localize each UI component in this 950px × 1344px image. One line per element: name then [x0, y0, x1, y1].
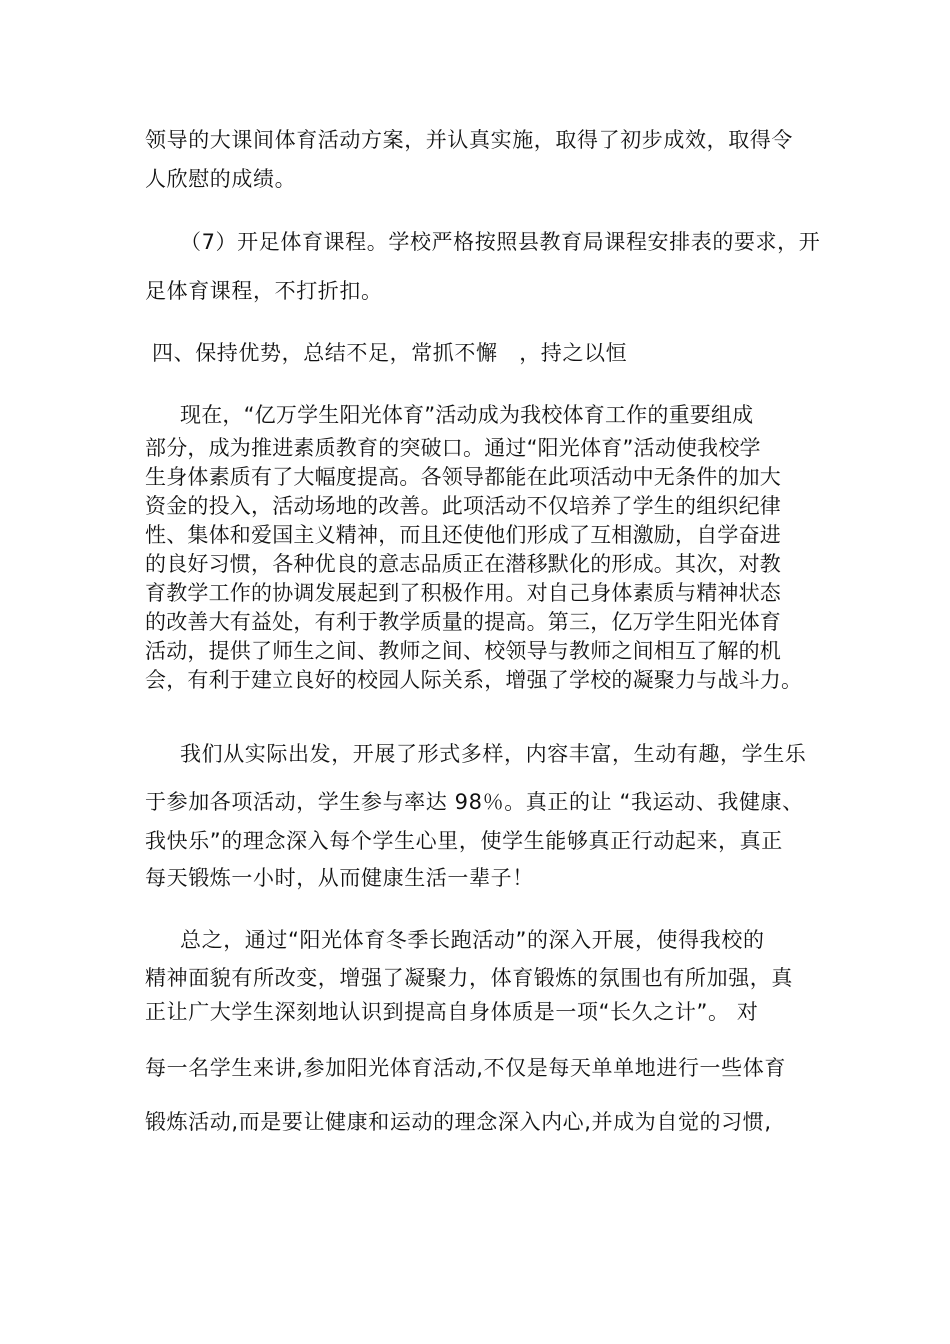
text-line: 会，有利于建立良好的校园人际关系，增强了学校的凝聚力与战斗力。: [145, 668, 803, 692]
text-line: 锻炼活动,而是要让健康和运动的理念深入内心,并成为自觉的习惯,: [145, 1110, 772, 1134]
text-line: 部分，成为推进素质教育的突破口。通过“阳光体育”活动使我校学: [145, 436, 761, 460]
text-line: 活动，提供了师生之间、教师之间、校领导与教师之间相互了解的机: [145, 639, 781, 663]
text-line: 我们从实际出发，开展了形式多样，内容丰富，生动有趣，学生乐: [180, 742, 807, 766]
text-line: 人欣慰的成绩。: [145, 167, 297, 191]
text-line: 我快乐”的理念深入每个学生心里，使学生能够真正行动起来，真正: [145, 829, 783, 853]
text-line: 资金的投入，活动场地的改善。此项活动不仅培养了学生的组织纪律: [145, 494, 781, 518]
text-line: 育教学工作的协调发展起到了积极作用。对自己身体素质与精神状态: [145, 581, 781, 605]
text-line: 现在，“亿万学生阳光体育”活动成为我校体育工作的重要组成: [180, 403, 754, 427]
text-line: 足体育课程，不打折扣。: [145, 279, 383, 303]
text-line: 每天锻炼一小时，从而健康生活一辈子！: [145, 866, 534, 890]
text-line: 性、集体和爱国主义精神，而且还使他们形成了互相激励，自学奋进: [145, 523, 781, 547]
text-line: 精神面貌有所改变，增强了凝聚力，体育锻炼的氛围也有所加强，真: [145, 966, 793, 990]
text-line: 总之，通过“阳光体育冬季长跑活动”的深入开展，使得我校的: [180, 928, 765, 952]
section-heading: 四、保持优势，总结不足，常抓不懈 ，持之以恒: [152, 341, 628, 365]
text-line: （7）开足体育课程。学校严格按照县教育局课程安排表的要求，开: [180, 230, 821, 254]
text-line: 的良好习惯，各种优良的意志品质正在潜移默化的形成。其次，对教: [145, 552, 781, 576]
text-line: 领导的大课间体育活动方案，并认真实施，取得了初步成效，取得令: [145, 128, 793, 152]
text-line: 每一名学生来讲,参加阳光体育活动,不仅是每天单单地进行一些体育: [145, 1056, 786, 1080]
text-line: 的改善大有益处，有利于教学质量的提高。第三，亿万学生阳光体育: [145, 610, 781, 634]
text-line: 生身体素质有了大幅度提高。各领导都能在此项活动中无条件的加大: [145, 465, 781, 489]
text-line: 于参加各项活动，学生参与率达 98％。真正的让 “我运动、我健康、: [145, 790, 804, 814]
text-line: 正让广大学生深刻地认识到提高自身体质是一项“长久之计”。 对: [145, 1000, 759, 1024]
